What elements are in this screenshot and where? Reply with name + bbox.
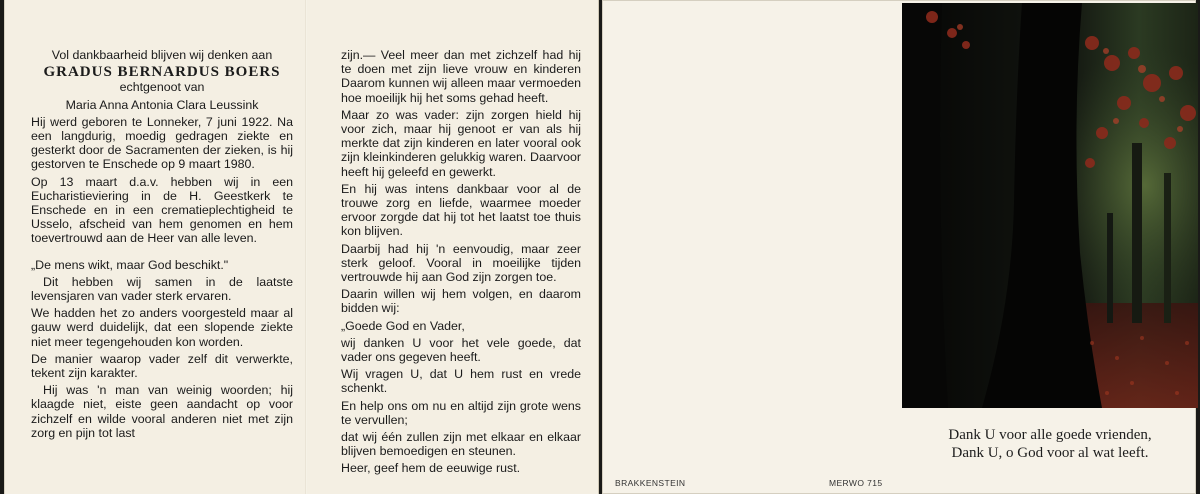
text-column-left bbox=[31, 48, 293, 443]
inner-card-spread bbox=[4, 0, 599, 494]
paragraph-gratitude: En hij was intens dankbaar voor al de trouwe zorg en liefde, waarmee moeder ervoor zorgde dat hij tot het laatst toe thuis kon blijven. bbox=[341, 181, 581, 239]
relation-line: echtgenoot van bbox=[119, 80, 205, 95]
prayer-line-5: dat wij één zullen zijn met elkaar en elkaar blijven bemoedigen en steunen. bbox=[341, 430, 581, 459]
deceased-name: GRADUS BERNARDUS BOERS bbox=[43, 64, 281, 81]
prayer-line-6: Heer, geef hem de eeuwige rust. bbox=[341, 461, 521, 476]
prayer-line-2: wij danken U voor het vele goede, dat vader ons gegeven heeft. bbox=[341, 335, 581, 365]
paragraph-birth-death: Hij werd geboren te Lonneker, 7 juni 1922. Na een langdurig, moedig gedragen ziekte en gesterkt door de Sacramenten der zieken, is hij gestorven te Enschede op 9 maart 1980. bbox=[31, 114, 293, 172]
spouse-name: Maria Anna Antonia Clara Leussink bbox=[65, 97, 259, 112]
paragraph-follow: Daarin willen wij hem volgen, en daarom bidden wij: bbox=[341, 287, 581, 316]
paragraph-experience: Dit hebben wij samen in de laatste levensjaren van vader sterk ervaren. bbox=[31, 274, 293, 304]
paragraph-worries: Maar zo was vader: zijn zorgen hield hij voor zich, maar hij genoot er van als hij merkte dat zijn kinderen en later vooral ook zijn kleinkinderen gelukkig waren. Daarvoor heeft hij geleefd en gewerkt. bbox=[341, 107, 581, 179]
caption-line-1: Dank U voor alle goede vrienden, bbox=[948, 427, 1152, 443]
prayer-line-3: Wij vragen U, dat U hem rust en vrede schenkt. bbox=[341, 367, 581, 396]
fold-line bbox=[305, 0, 307, 494]
paragraph-farewell: Op 13 maart d.a.v. hebben wij in een Eucharistieviering in de H. Geestkerk te Enschede en in een crematieplechtigheid te Usselo, afscheid van hem genomen en hem toevertrouwd aan de Heer van alle leven. bbox=[31, 174, 293, 246]
prayer-line-1: „Goede God en Vader, bbox=[341, 318, 465, 333]
forest-photo bbox=[902, 3, 1198, 408]
card-caption bbox=[904, 426, 1196, 462]
quote-line: „De mens wikt, maar God beschikt." bbox=[31, 257, 229, 272]
card-code-label: MERWO 715 bbox=[829, 478, 883, 488]
paragraph-family: zijn.— Veel meer dan met zichzelf had hij te doen met zijn lieve vrouw en kinderen Daarom kunnen wij alleen maar vermoeden hoe moeilijk hij het soms gehad heeft. bbox=[341, 48, 581, 105]
paragraph-few-words: Hij was 'n man van weinig woorden; hij klaagde niet, eiste geen aandacht op voor zichzelf en wilde vooral anderen niet met zijn zorg en pijn tot last bbox=[31, 383, 293, 440]
paragraph-faith: Daarbij had hij 'n eenvoudig, maar zeer sterk geloof. Vooral in moeilijke tijden vertrouwde hij aan God zijn zorgen toe. bbox=[341, 241, 581, 285]
paragraph-illness: We hadden het zo anders voorgesteld maar al gauw werd duidelijk, dat een slopende ziekte niet meer tegengehouden kon worden. bbox=[31, 306, 293, 349]
intro-line: Vol dankbaarheid blijven wij denken aan bbox=[51, 48, 273, 62]
paragraph-character: De manier waarop vader zelf dit verwerkte, tekent zijn karakter. bbox=[31, 351, 293, 381]
publisher-label: BRAKKENSTEIN bbox=[615, 478, 686, 488]
caption-line-2: Dank U, o God voor al wat leeft. bbox=[951, 445, 1149, 461]
prayer-line-4: En help ons om nu en altijd zijn grote wens te vervullen; bbox=[341, 398, 581, 427]
text-column-right bbox=[341, 48, 581, 479]
